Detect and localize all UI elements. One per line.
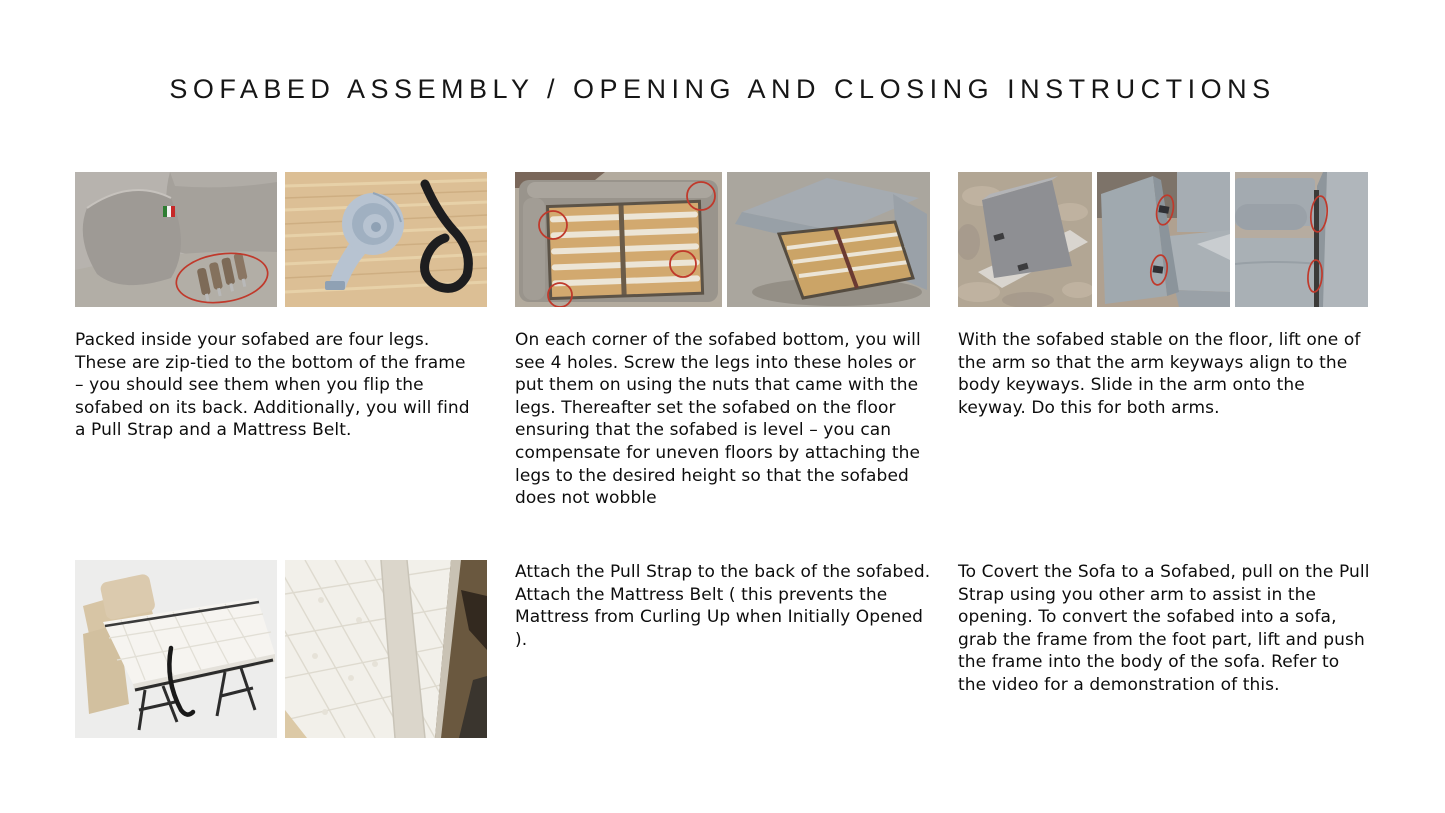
arm-aligning-illustration: [1097, 172, 1230, 307]
photo-pullstrap-and-mattress-belt: [285, 172, 487, 307]
step-text-arms: With the sofabed stable on the floor, lift one of the arm so that the arm keyways align to the body keyways. Slide in the arm onto the keyway. Do this for both arms.: [958, 330, 1361, 418]
step-text-holes: On each corner of the sofabed bottom, you will see 4 holes. Screw the legs into these holes or put them on using the nuts that came with the legs. Thereafter set the sofabed on the floor ensuring that the sofabed is level – you can compensate for uneven floors by attaching the legs to the desired height so that the sofabed does not wobble: [515, 330, 921, 509]
legs-on-sofa-illustration: [75, 172, 277, 307]
photo-arm-with-keyways: [958, 172, 1092, 307]
sofabed-angled-illustration: [727, 172, 930, 307]
photo-arm-keyways-aligning: [1097, 172, 1230, 307]
photo-legs-ziptied-on-sofa: [75, 172, 277, 307]
step-text-legs: Packed inside your sofabed are four legs. These are zip-tied to the bottom of the frame – you should see them when you flip the sofabed on its back. Additionally, you will find a Pull Strap and a Mattress Belt.: [75, 330, 470, 441]
step-text-convert: To Covert the Sofa to a Sofabed, pull on the Pull Strap using you other arm to assist in the opening. To convert the sofabed into a sofa, grab the frame from the foot part, lift and push the frame into the body of the sofa. Refer to the video for a demonstration of this.: [958, 562, 1370, 695]
photo-sofabed-bottom-angled: [727, 172, 930, 307]
photo-sofabed-bottom-corner-holes: [515, 172, 722, 307]
photo-mattress-belt-closeup: [285, 560, 487, 738]
sofabed-bottom-illustration: [515, 172, 722, 307]
step-text-straps: Attach the Pull Strap to the back of the sofabed. Attach the Mattress Belt ( this prevents the Mattress from Curling Up when Initially Opened ).: [515, 562, 931, 650]
photo-opened-sofabed: [75, 560, 277, 738]
photo-arm-attached-to-body: [1235, 172, 1368, 307]
opened-sofabed-illustration: [75, 560, 277, 738]
arm-on-floor-illustration: [958, 172, 1092, 307]
page-title: SOFABED ASSEMBLY / OPENING AND CLOSING INSTRUCTIONS: [169, 74, 1276, 104]
arm-attached-illustration: [1235, 172, 1368, 307]
fabric-label-tag: [163, 206, 175, 217]
mattress-closeup-illustration: [285, 560, 487, 738]
straps-illustration: [285, 172, 487, 307]
